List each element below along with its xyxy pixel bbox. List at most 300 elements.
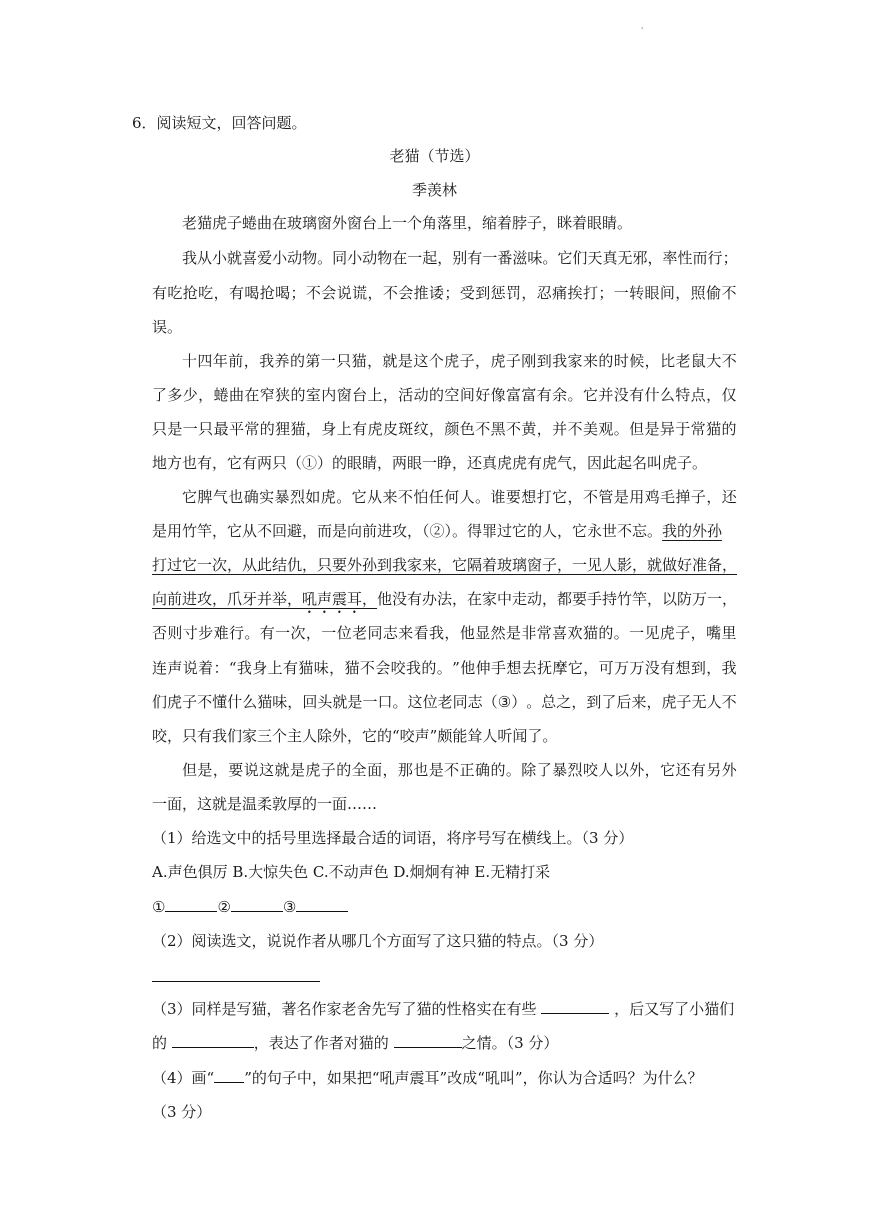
- char: 声: [167, 659, 183, 677]
- char: 转: [629, 284, 645, 302]
- char: 不: [444, 761, 460, 779]
- char: 并: [552, 420, 568, 438]
- char: 色: [459, 420, 475, 438]
- char: 诿: [429, 284, 445, 302]
- char: 异: [659, 420, 675, 438]
- char: 的: [721, 420, 737, 438]
- char: ，: [243, 352, 259, 370]
- char: 摩: [552, 659, 568, 677]
- char: 皮: [382, 420, 398, 438]
- char: 还: [675, 761, 691, 779]
- char: 前: [228, 352, 244, 370]
- char: 有: [259, 624, 275, 642]
- char: 一: [613, 284, 629, 302]
- char: 志: [467, 693, 483, 711]
- char: 还: [721, 488, 737, 506]
- char: 个: [428, 352, 444, 370]
- char: 我: [406, 659, 422, 677]
- char: 就: [274, 761, 290, 779]
- paragraph-3-line-4: 地方也有，它有两只（①）的眼睛，两眼一睁，还真虎虎有虎气，因此起名叫虎子。: [152, 454, 708, 472]
- char: 有: [629, 386, 645, 404]
- char: 番: [497, 249, 513, 267]
- char: 抢: [182, 284, 198, 302]
- char: 喜: [242, 249, 258, 267]
- char: 间: [459, 386, 475, 404]
- char: ，: [571, 693, 587, 711]
- question-3-line-2: 的 ，表达了作者对猫的 之情。（3 分）: [152, 1034, 559, 1052]
- char: 观: [598, 420, 614, 438]
- char: 子: [320, 761, 336, 779]
- underlined-sentence: 打过它一次，从此结仇，只要外孙到我家来，它隔着玻璃窗子，一见人影，就做好准备，: [152, 556, 738, 574]
- char: 子: [676, 693, 692, 711]
- answer-blank-3[interactable]: [296, 897, 348, 912]
- char: ，: [644, 761, 660, 779]
- char: 时: [613, 352, 629, 370]
- char: 候: [629, 352, 645, 370]
- marker-1: ①: [152, 898, 166, 916]
- char: 否: [152, 624, 168, 642]
- char: 斑: [398, 420, 414, 438]
- question-4-line-1: （4）画“ ”的句子中，如果把“吼声震耳”改成“吼叫”，你认为合适吗？为什么？: [152, 1069, 703, 1087]
- answer-blank-3c[interactable]: [394, 1033, 462, 1048]
- char: 。: [526, 693, 542, 711]
- char: 吃: [167, 284, 183, 302]
- dotted-phrase: 吼声震耳: [302, 590, 363, 608]
- char: ，: [567, 488, 583, 506]
- char: 到: [690, 659, 706, 677]
- char: 们: [152, 693, 168, 711]
- char: 老: [675, 352, 691, 370]
- char: 。: [475, 488, 491, 506]
- char: 到: [536, 352, 552, 370]
- char: 吃: [198, 284, 214, 302]
- question-1-prompt: （1）给选文中的括号里选择最合适的词语，将序号写在横线上。（3 分）: [152, 829, 634, 847]
- char: 照: [690, 284, 706, 302]
- char: 来: [382, 488, 398, 506]
- char: 喝: [275, 284, 291, 302]
- char: 它: [557, 249, 573, 267]
- char: 。: [392, 693, 408, 711]
- char: 的: [490, 761, 506, 779]
- char: 的: [421, 659, 437, 677]
- char: 了: [536, 761, 552, 779]
- char: 口: [377, 693, 393, 711]
- char: 虎: [490, 352, 506, 370]
- char: 打: [582, 284, 598, 302]
- char: 不: [721, 693, 737, 711]
- char: 眼: [644, 284, 660, 302]
- char: 子: [459, 352, 475, 370]
- char: 。: [613, 420, 629, 438]
- char: 味: [313, 659, 329, 677]
- char: 后: [616, 693, 632, 711]
- plain-text: 他没有办法，在家中走动，都要手持竹竿，以防万一，: [377, 590, 738, 608]
- char: 年: [212, 352, 228, 370]
- paragraph-4-line-2: [152, 521, 722, 541]
- char: 猫: [298, 659, 314, 677]
- char: 暴: [552, 761, 568, 779]
- char: 人: [459, 488, 475, 506]
- char: 也: [228, 488, 244, 506]
- char: 则: [167, 624, 183, 642]
- char: 动: [362, 249, 378, 267]
- char: 。: [567, 386, 583, 404]
- char: 就: [227, 249, 243, 267]
- char: 人: [706, 693, 722, 711]
- paragraph-3-line-1: [182, 351, 737, 371]
- char: 到: [586, 693, 602, 711]
- char: 咬: [582, 761, 598, 779]
- char: 一: [321, 624, 337, 642]
- char: 滋: [512, 249, 528, 267]
- char: 黑: [490, 420, 506, 438]
- char: 动: [287, 249, 303, 267]
- char: ：: [213, 659, 229, 677]
- char: 它: [660, 761, 676, 779]
- char: 余: [552, 386, 568, 404]
- char: 挨: [567, 284, 583, 302]
- char: 猫: [344, 659, 360, 677]
- char: 只: [152, 420, 168, 438]
- char: 不: [305, 284, 321, 302]
- char: 是: [428, 761, 444, 779]
- char: 比: [660, 352, 676, 370]
- char: ”: [452, 659, 460, 677]
- char: 子: [182, 693, 198, 711]
- char: 只: [198, 420, 214, 438]
- char: ，: [675, 284, 691, 302]
- question-1-options: A.声色俱厉 B.大惊失色 C.不动声色 D.炯炯有神 E.无精打采: [152, 863, 551, 881]
- char: 。: [613, 624, 629, 642]
- char: 罚: [505, 284, 521, 302]
- char: 不: [397, 488, 413, 506]
- char: 我: [236, 659, 252, 677]
- char: 在: [392, 249, 408, 267]
- char: 曲: [228, 386, 244, 404]
- paragraph-2-line-2: [152, 283, 737, 303]
- char: 外: [629, 761, 645, 779]
- char: 头: [317, 693, 333, 711]
- char: 味: [272, 693, 288, 711]
- char: 管: [598, 488, 614, 506]
- char: 小: [347, 249, 363, 267]
- char: 一: [182, 420, 198, 438]
- char: 偷: [706, 284, 722, 302]
- char: ，: [646, 693, 662, 711]
- char: 是: [505, 624, 521, 642]
- char: 小: [212, 249, 228, 267]
- char: 这: [259, 761, 275, 779]
- char: 去: [521, 659, 537, 677]
- char: 怕: [413, 488, 429, 506]
- char: 的: [429, 386, 445, 404]
- char: 第: [305, 352, 321, 370]
- char: 不: [475, 420, 491, 438]
- char: 有: [690, 761, 706, 779]
- paragraph-4-line-5: [152, 623, 737, 643]
- char: 有: [352, 420, 368, 438]
- char: ，: [429, 420, 445, 438]
- char: 富: [521, 386, 537, 404]
- paragraph-2-line-3: 误。: [152, 318, 183, 336]
- char: 。: [336, 488, 352, 506]
- char: 非: [521, 624, 537, 642]
- underlined-sentence-end: 向前进攻，爪牙并举，: [152, 590, 303, 608]
- char: 不: [359, 659, 375, 677]
- char: ，: [287, 693, 303, 711]
- char: 是: [397, 352, 413, 370]
- char: 了: [601, 693, 617, 711]
- char: 鼠: [690, 352, 706, 370]
- char: 物: [377, 249, 393, 267]
- answer-blank-3a[interactable]: [541, 999, 609, 1014]
- char: 多: [167, 386, 183, 404]
- char: 蜷: [213, 386, 229, 404]
- char: 想: [506, 659, 522, 677]
- char: ；: [722, 249, 738, 267]
- char: 想: [675, 659, 691, 677]
- char: 不: [382, 284, 398, 302]
- char: 同: [367, 624, 383, 642]
- char: 常: [690, 420, 706, 438]
- char: 台: [352, 386, 368, 404]
- char: 同: [452, 693, 468, 711]
- page-mark: ': [641, 26, 644, 35]
- char: 用: [629, 488, 645, 506]
- char: 脾: [197, 488, 213, 506]
- char: 毛: [660, 488, 676, 506]
- char: 人: [598, 761, 614, 779]
- char: 外: [721, 761, 737, 779]
- char: 室: [305, 386, 321, 404]
- paragraph-3-line-3: [152, 419, 737, 439]
- paragraph-4-line-1: [182, 487, 737, 507]
- char: 喝: [244, 284, 260, 302]
- char: 的: [259, 420, 275, 438]
- char: 养: [274, 352, 290, 370]
- char: ，: [367, 352, 383, 370]
- char: 欢: [567, 624, 583, 642]
- char: 抢: [259, 284, 275, 302]
- char: 常: [536, 624, 552, 642]
- char: 来: [582, 352, 598, 370]
- char: ③: [497, 693, 512, 711]
- underline-sample: [214, 1068, 244, 1083]
- char: 志: [382, 624, 398, 642]
- char: 任: [428, 488, 444, 506]
- char: 富: [505, 386, 521, 404]
- char: 么: [659, 386, 675, 404]
- char: 全: [351, 761, 367, 779]
- char: 万: [629, 659, 645, 677]
- char: 不: [505, 420, 521, 438]
- char: 然: [490, 624, 506, 642]
- char: ；: [598, 284, 614, 302]
- char: 没: [613, 386, 629, 404]
- char: 我: [429, 624, 445, 642]
- char: 邪: [632, 249, 648, 267]
- answer-line-question-2[interactable]: [152, 981, 320, 982]
- char: 鸡: [644, 488, 660, 506]
- paragraph-5-line-1: [182, 760, 737, 780]
- char: ，: [213, 284, 229, 302]
- char: 手: [490, 659, 506, 677]
- char: 好: [475, 386, 491, 404]
- char: 他: [459, 624, 475, 642]
- char: ，: [644, 352, 660, 370]
- char: 像: [490, 386, 506, 404]
- char: 刚: [521, 352, 537, 370]
- char: ，: [198, 386, 214, 404]
- char: ，: [475, 352, 491, 370]
- char: 但: [182, 761, 198, 779]
- char: 说: [182, 659, 198, 677]
- char: ，: [329, 659, 345, 677]
- char: 黄: [521, 420, 537, 438]
- char: 狭: [275, 386, 291, 404]
- char: 只: [336, 352, 352, 370]
- char: 它: [552, 488, 568, 506]
- char: 那: [397, 761, 413, 779]
- char: 有: [152, 284, 168, 302]
- char: 美: [582, 420, 598, 438]
- char: 谎: [352, 284, 368, 302]
- char: 子: [675, 624, 691, 642]
- char: 身: [321, 420, 337, 438]
- char: 它: [182, 488, 198, 506]
- char: “: [228, 659, 237, 677]
- char: 显: [475, 624, 491, 642]
- char: ，: [690, 624, 706, 642]
- char: 寸: [182, 624, 198, 642]
- char: 物: [302, 249, 318, 267]
- char: 起: [422, 249, 438, 267]
- char: 会: [398, 284, 414, 302]
- char: 就: [382, 352, 398, 370]
- char: 惩: [490, 284, 506, 302]
- char: 真: [602, 249, 618, 267]
- char: 次: [290, 624, 306, 642]
- char: 一: [320, 352, 336, 370]
- char: 确: [243, 488, 259, 506]
- char: 有: [228, 284, 244, 302]
- char: 会: [375, 659, 391, 677]
- char: 性: [677, 249, 693, 267]
- char: 子: [505, 352, 521, 370]
- char: 推: [413, 284, 429, 302]
- underlined-sentence-start: 我的外孙: [662, 522, 723, 540]
- char: 难: [213, 624, 229, 642]
- char: 狸: [275, 420, 291, 438]
- char: 是: [167, 420, 183, 438]
- char: 的: [598, 352, 614, 370]
- answer-blank-1[interactable]: [165, 897, 217, 912]
- char: 别: [452, 249, 468, 267]
- char: 一: [629, 624, 645, 642]
- char: 见: [644, 624, 660, 642]
- char: 么: [242, 693, 258, 711]
- char: ，: [305, 420, 321, 438]
- char: 不: [721, 352, 737, 370]
- char: 爱: [257, 249, 273, 267]
- char: 一: [275, 624, 291, 642]
- paragraph-4-line-3: [152, 555, 737, 575]
- char: 猫: [351, 352, 367, 370]
- char: 大: [706, 352, 722, 370]
- paragraph-5-line-2: 一面，这就是温柔敦厚的一面……: [152, 795, 378, 813]
- char: 平: [228, 420, 244, 438]
- char: 会: [321, 284, 337, 302]
- char: 的: [336, 761, 352, 779]
- char: 我: [552, 352, 568, 370]
- char: 抚: [537, 659, 553, 677]
- char: ，: [444, 624, 460, 642]
- char: 伸: [475, 659, 491, 677]
- char: 是: [613, 488, 629, 506]
- char: ，: [706, 488, 722, 506]
- char: ，: [382, 761, 398, 779]
- question-header: 6．阅读短文，回答问题。: [132, 114, 307, 132]
- char: 内: [321, 386, 337, 404]
- char: 老: [437, 693, 453, 711]
- char: 是: [197, 761, 213, 779]
- char: 虎: [444, 352, 460, 370]
- paragraph-2-line-1: [182, 248, 737, 268]
- char: 们: [572, 249, 588, 267]
- char: 窗: [336, 386, 352, 404]
- char: 虎: [661, 693, 677, 711]
- char: 它: [582, 386, 598, 404]
- char: 的: [290, 386, 306, 404]
- char: 面: [367, 761, 383, 779]
- char: ，: [437, 249, 453, 267]
- paragraph-4-line-6: [152, 658, 737, 678]
- char: 从: [367, 488, 383, 506]
- char: 有: [660, 659, 676, 677]
- char: 一: [362, 693, 378, 711]
- char: 另: [706, 761, 722, 779]
- char: 它: [567, 659, 583, 677]
- marker-3: ③: [282, 898, 297, 916]
- char: 着: [198, 659, 214, 677]
- marker-2: ②: [217, 898, 231, 916]
- char: 位: [336, 624, 352, 642]
- char: 的: [289, 352, 305, 370]
- char: 猫: [257, 693, 273, 711]
- char: 纹: [413, 420, 429, 438]
- char: 猫: [290, 420, 306, 438]
- char: 来: [631, 693, 647, 711]
- char: 就: [332, 693, 348, 711]
- char: 看: [413, 624, 429, 642]
- char: 说: [336, 284, 352, 302]
- char: 气: [212, 488, 228, 506]
- char: 虎: [659, 624, 675, 642]
- paragraph-1: 老猫虎子蜷曲在玻璃窗外窗台上一个角落里，缩着脖子，眯着眼睛。: [182, 214, 633, 232]
- char: 什: [227, 693, 243, 711]
- char: 。: [542, 249, 558, 267]
- answer-blank-3b[interactable]: [172, 1033, 254, 1048]
- char: 点: [690, 386, 706, 404]
- char: ，: [706, 659, 722, 677]
- char: 步: [198, 624, 214, 642]
- char: 不: [567, 420, 583, 438]
- char: 率: [662, 249, 678, 267]
- char: 上: [267, 659, 283, 677]
- char: 有: [467, 249, 483, 267]
- char: ，: [536, 420, 552, 438]
- answer-blank-2[interactable]: [231, 897, 283, 912]
